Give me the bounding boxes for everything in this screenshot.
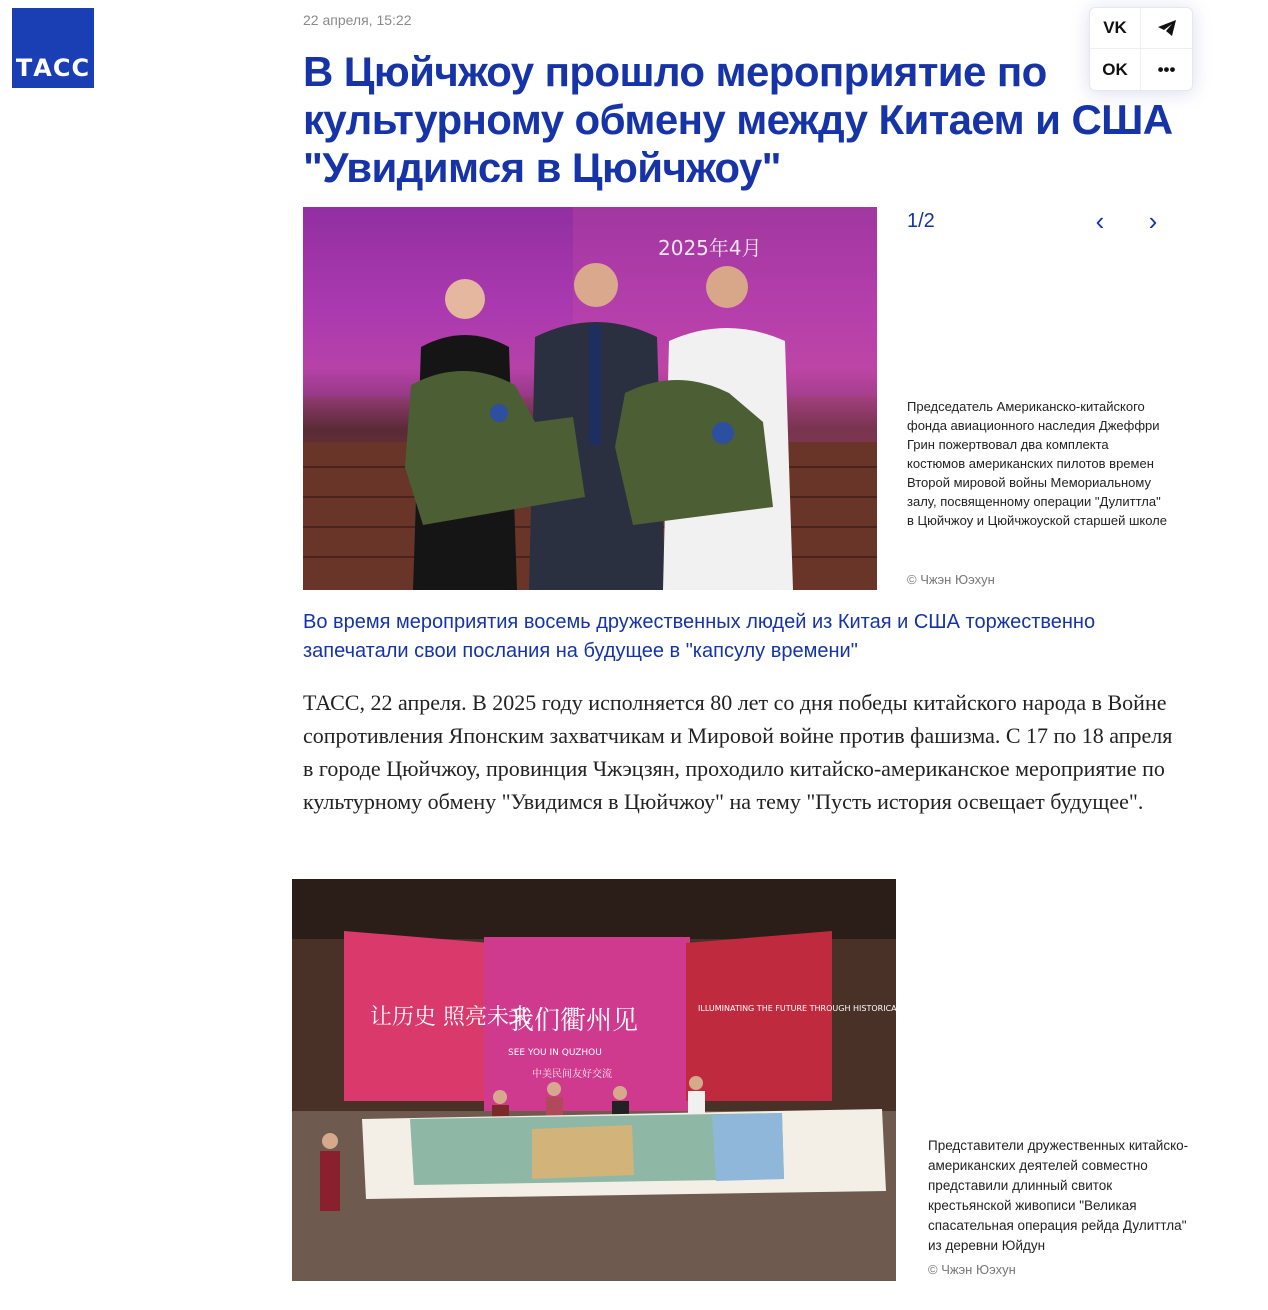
telegram-icon [1157,19,1177,37]
more-share-button[interactable]: ••• [1157,59,1176,79]
gallery-caption: Председатель Американско-китайского фонда авиационного наследия Джеффри Грин пожертвовал два комплекта костюмов американских пилотов времен Второй мировой войны Мемориальному залу, посвященному операции "Дулиттла" в Цюйчжоу и Цюйчжоуской старшей школе [907,399,1167,528]
gallery-credit: © Чжэн Юэхун [907,572,995,587]
ok-share-button[interactable]: OK [1090,49,1141,90]
article-lead: Во время мероприятия восемь дружественных людей из Китая и США торжественно запечатали свои послания на будущее в "капсулу времени" [303,611,1096,662]
screen-right-text: ILLUMINATING THE FUTURE THROUGH HISTORICAL RECONCILIATION [698,1004,972,1013]
publish-date: 22 апреля, 15:22 [303,12,412,28]
photo-date-text: 2025年4月 [658,236,762,260]
screen-left-text: 让历史 照亮未来 [370,1005,531,1030]
tass-logo[interactable] [12,8,94,88]
article-body: ТАСС, 22 апреля. В 2025 году исполняется 80 лет со дня победы китайского народа в Войне сопротивления Японским захватчикам и Мировой войне против фашизма. С 17 по 18 апреля в городе Цюйчжоу, провинция Чжэцзян, проходило китайско-американское мероприятие по культурному обмену "Увидимся в Цюйчжоу" на тему "Пусть история освещает будущее". [303,690,1173,814]
photo2-caption: Представители дружественных китайско-американских деятелей совместно представили длинный свиток крестьянской живописи "Великая спасательная операция рейда Дулиттла" из деревни Юйдун [928,1138,1189,1253]
gallery-counter: 1/2 [907,210,935,232]
photo2-credit: © Чжэн Юэхун [928,1262,1016,1277]
screen-center-en: SEE YOU IN QUZHOU [508,1048,602,1058]
telegram-share-button[interactable] [1141,8,1192,49]
vk-share-button[interactable]: VK [1090,8,1141,49]
screen-sub-text: 中美民间友好交流 [532,1069,612,1080]
chevron-right-icon[interactable]: › [1148,206,1158,236]
article-title: В Цюйчжоу прошло мероприятие по культурному обмену между Китаем и США "Увидимся в Цюйчжоу" [303,48,1173,191]
screen-center-text: 我们衢州见 [508,1006,639,1036]
chevron-left-icon[interactable]: ‹ [1095,206,1105,236]
logo-text: ТАСС [15,54,91,82]
gallery-photo[interactable] [303,207,877,590]
